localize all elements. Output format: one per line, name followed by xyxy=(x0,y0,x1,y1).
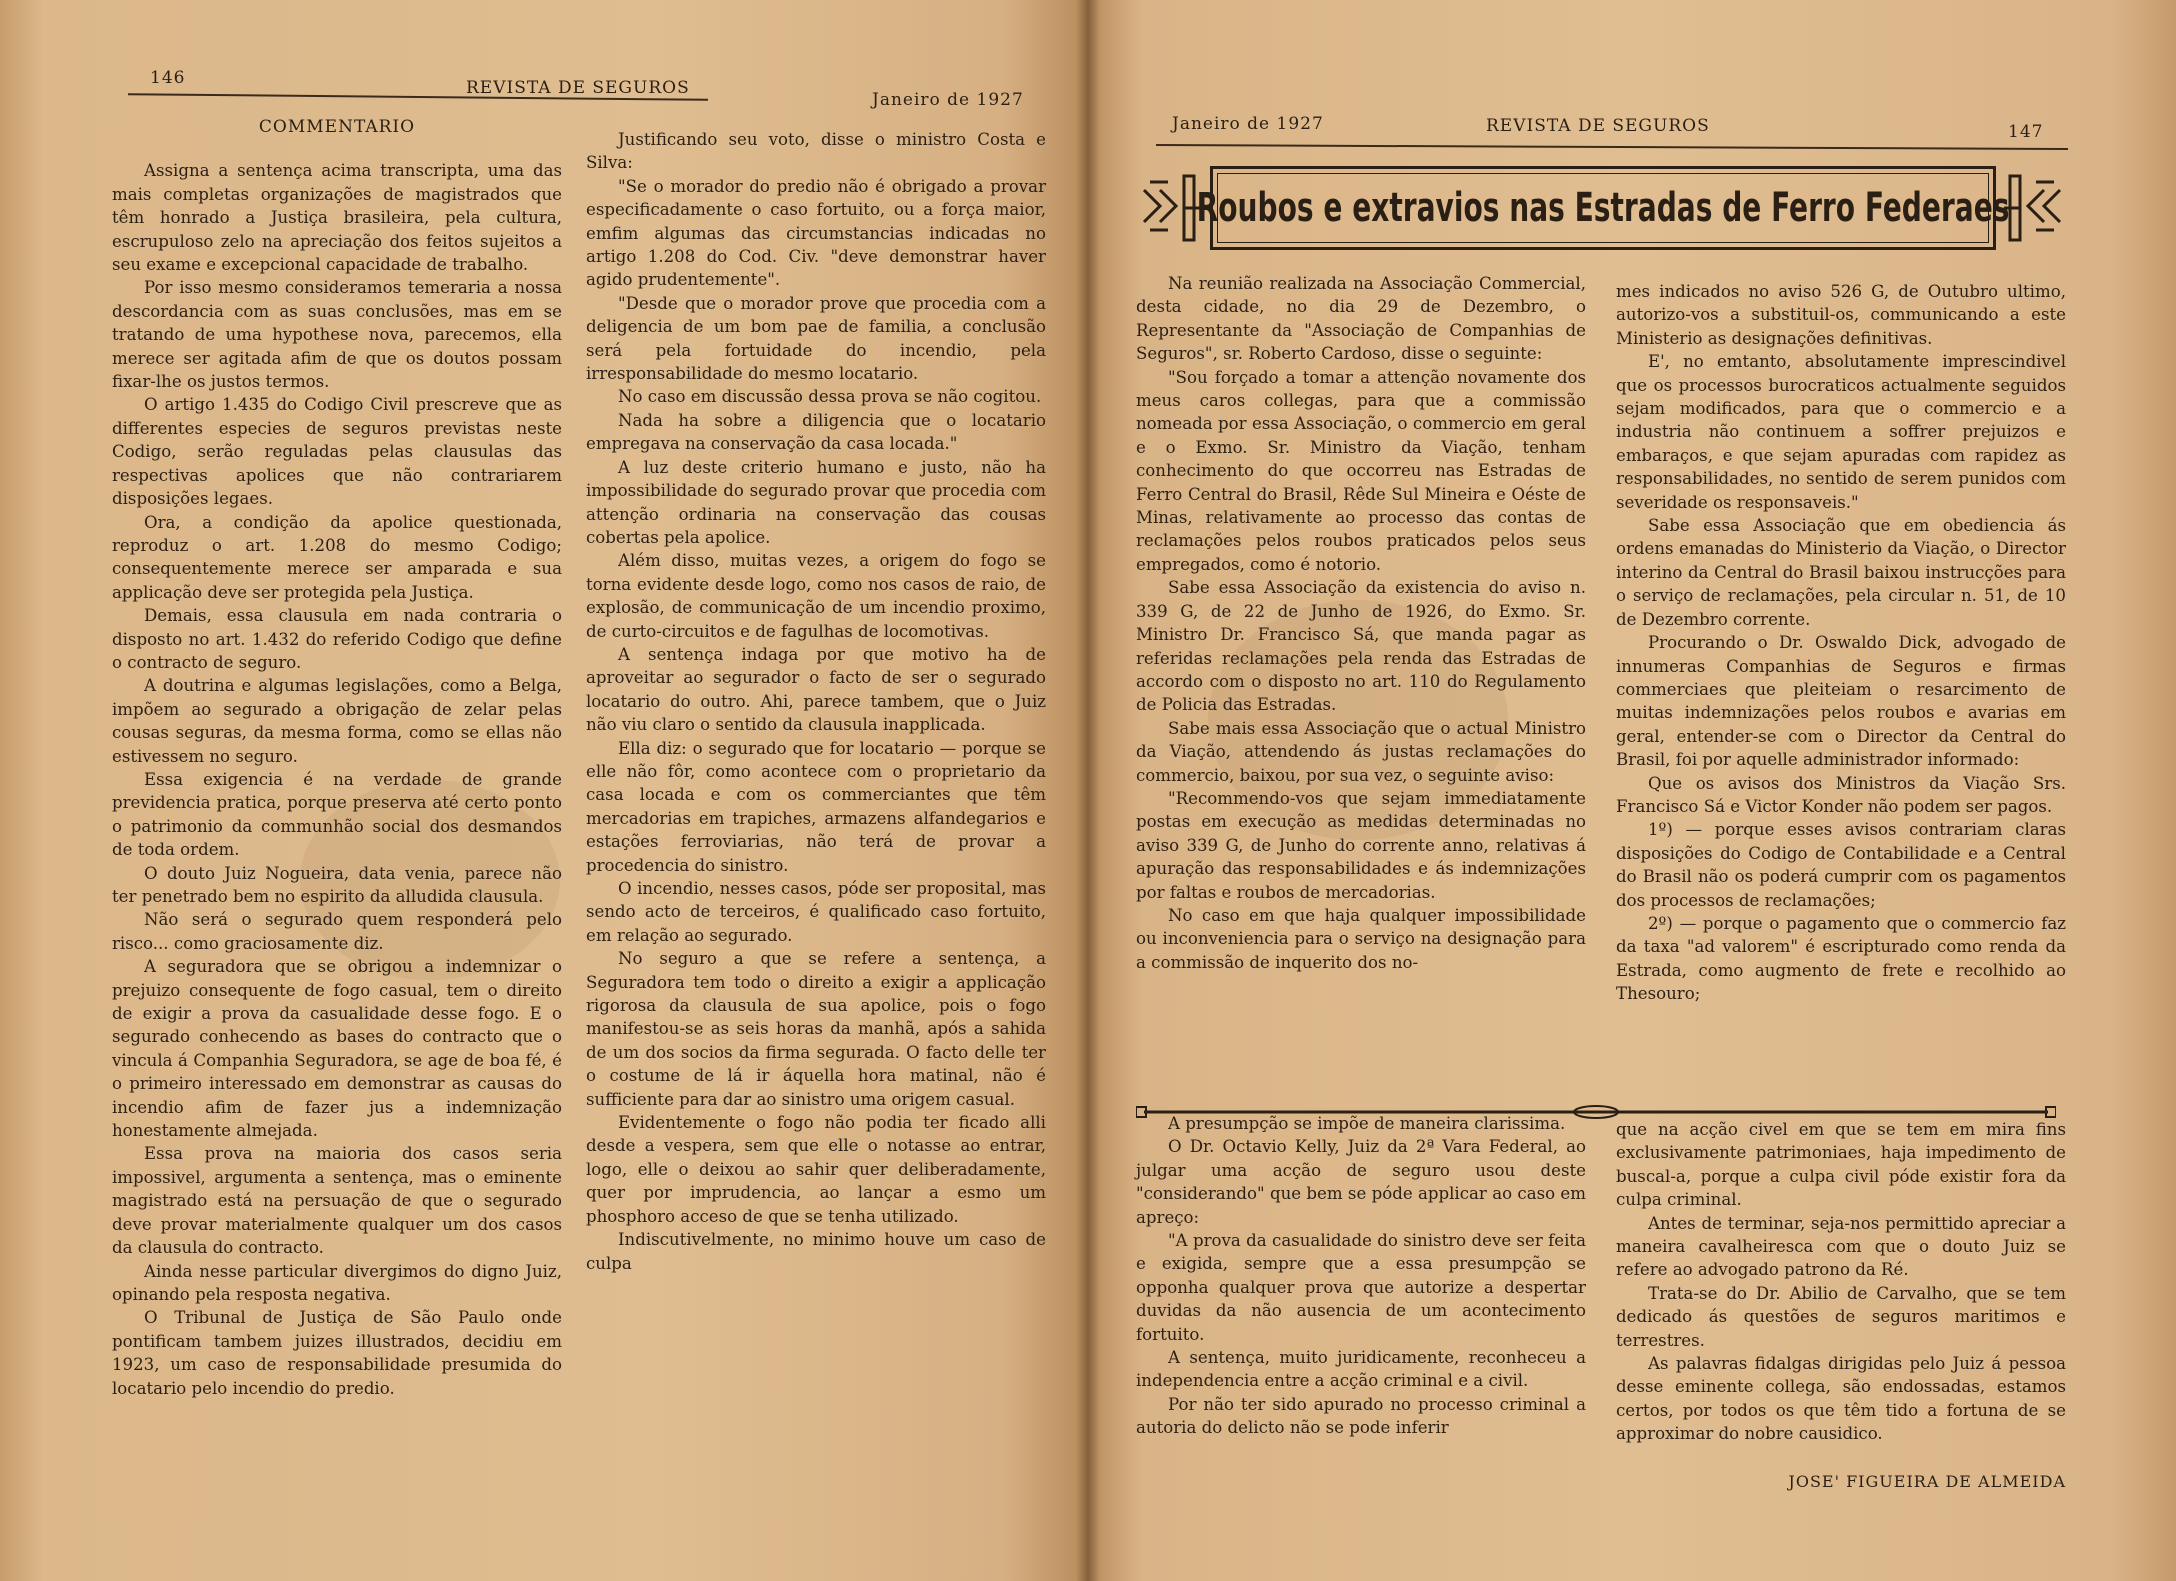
right-column-2 xyxy=(1616,280,2066,1006)
page-number: 147 xyxy=(2008,122,2044,142)
paragraph: "Recommendo-vos que sejam immediatamente postas em execução as medidas determinadas no aviso 339 G, de Junho do corrente anno, relativas á apuração das responsabilidades e ás indemnizações por faltas e roubos de mercadorias. xyxy=(1136,788,1586,902)
paragraph: A doutrina e algumas legislações, como a Belga, impõem ao segurado a obrigação de zelar pelas cousas seguras, da mesma forma, como se ellas não estivessem no seguro. xyxy=(112,676,562,766)
paragraph: Ora, a condição da apolice questionada, reproduz o art. 1.208 do mesmo Codigo; consequentemente merece ser amparada e sua applicação deve ser protegida pela Justiça. xyxy=(112,512,562,602)
paragraph: O Tribunal de Justiça de São Paulo onde pontificam tambem juizes illustrados, decidiu em 1923, um caso de responsabilidade presumida do locatario pelo incendio do predio. xyxy=(112,1308,562,1398)
paragraph: Ella diz: o segurado que for locatario — porque se elle não fôr, como acontece com o proprietario da casa locada e com os commerciantes que têm mercadorias em trapiches, armazens alfandegarios e estações ferroviarias, não terá de provar a procedencia do sinistro. xyxy=(586,738,1046,875)
paragraph: Essa prova na maioria dos casos seria impossivel, argumenta a sentença, mas o eminente magistrado está na persuação de que o segurado deve provar materialmente qualquer um dos casos da clausula do contracto. xyxy=(112,1144,562,1258)
author-signature: JOSE' FIGUEIRA DE ALMEIDA xyxy=(1788,1471,2066,1491)
paragraph: que na acção civel em que se tem em mira fins exclusivamente patrimoniaes, haja impedimento de buscal-a, porque a culpa civil póde existir fora da culpa criminal. xyxy=(1616,1120,2066,1210)
section-title: COMMENTARIO xyxy=(258,117,416,137)
paragraph: mes indicados no aviso 526 G, de Outubro ultimo, autorizo-vos a substituil-os, communicando a este Ministerio as designações definitivas. xyxy=(1616,282,2066,348)
journal-title: REVISTA DE SEGUROS xyxy=(466,78,690,98)
book-gutter xyxy=(1076,0,1100,1581)
paragraph: Não será o segurado quem responderá pelo risco... como graciosamente diz. xyxy=(112,910,562,953)
paragraph: Que os avisos dos Ministros da Viação Srs. Francisco Sá e Victor Konder não podem ser pagos. xyxy=(1616,773,2066,816)
paragraph: O artigo 1.435 do Codigo Civil prescreve que as differentes especies de seguros previstas neste Codigo, serão reguladas pelas clausulas das respectivas apolices que não contrariarem disposições legaes. xyxy=(112,395,562,509)
page-number: 146 xyxy=(150,68,186,88)
paragraph: Ainda nesse particular divergimos do digno Juiz, opinando pela resposta negativa. xyxy=(112,1261,562,1304)
left-column-2 xyxy=(586,128,1046,1275)
paragraph: A sentença indaga por que motivo ha de aproveitar ao segurador o facto de ser o segurado locatario do outro. Ahi, parece tambem, que o Juiz não viu claro o sentido da clausula inapplicada. xyxy=(586,644,1046,735)
paragraph: Além disso, muitas vezes, a origem do fogo se torna evidente desde logo, como nos casos de raio, de explosão, de communicação de um incendio proximo, de curto-circuitos e de fagulhas de locomotivas. xyxy=(586,551,1046,641)
paragraph: Indiscutivelmente, no minimo houve um caso de culpa xyxy=(586,1230,1046,1273)
paragraph: Sabe essa Associação que em obediencia ás ordens emanadas do Ministerio da Viação, o Director interino da Central do Brasil baixou instrucções para o serviço de reclamações, pela circular n. 51, de 10 de Dezembro corrente. xyxy=(1616,516,2066,629)
paragraph: 2º) — porque o pagamento que o commercio faz da taxa "ad valorem" é escripturado como renda da Estrada, como augmento de frete e recolhido ao Thesouro; xyxy=(1616,913,2066,1004)
left-column-1 xyxy=(112,116,562,1400)
paragraph: A seguradora que se obrigou a indemnizar o prejuizo consequente de fogo casual, tem o direito de exigir a prova da casualidade desse fogo. E o segurado conhecendo as bases do contracto que o vincula á Companhia Seguradora, se age de boa fé, é o primeiro interessado em demonstrar as causas do incendio afim de fazer jus a indemnização honestamente almejada. xyxy=(112,957,562,1141)
paragraph: Por isso mesmo consideramos temeraria a nossa descordancia com as suas conclusões, mas em se tratando de uma hypothese nova, parecemos, ella merece ser agitada afim de que os doutos possam fixar-lhe os justos termos. xyxy=(112,278,562,392)
issue-date: Janeiro de 1927 xyxy=(872,90,1024,110)
paragraph: E', no emtanto, absolutamente imprescindivel que os processos burocraticos actualmente seguidos sejam modificados, para que o commercio e a industria não continuem a soffrer prejuizos e embaraços, e que sejam apuradas com rapidez as responsabilidades, no sentido de serem punidos com severidade os responsaveis." xyxy=(1616,352,2066,512)
right-column-3 xyxy=(1136,1112,1586,1440)
article-title: Roubos e extravios nas Estradas de Ferro Federaes xyxy=(1196,185,2010,231)
article-title-box xyxy=(1196,166,2010,250)
paragraph: "Se o morador do predio não é obrigado a provar especificadamente o caso fortuito, ou a força maior, emfim algumas das circumstancias indicadas no artigo 1.208 do Cod. Civ. "deve demonstrar haver agido prudentemente". xyxy=(586,176,1046,290)
paragraph: Por não ter sido apurado no processo criminal a autoria do delicto não se pode inferir xyxy=(1136,1394,1586,1438)
paragraph: A luz deste criterio humano e justo, não ha impossibilidade do segurado provar que procedia com attenção ordinaria na conservação das cousas cobertas pela apolice. xyxy=(586,457,1046,547)
paragraph: O douto Juiz Nogueira, data venia, parece não ter penetrado bem no espirito da alludida clausula. xyxy=(112,863,562,906)
paragraph: Antes de terminar, seja-nos permittido apreciar a maneira cavalheiresca com que o douto Juiz se refere ao advogado patrono da Ré. xyxy=(1616,1213,2066,1280)
paragraph: 1º) — porque esses avisos contrariam claras disposições do Codigo de Contabilidade e a Central do Brasil não os poderá cumprir com os pagamentos dos processos de reclamações; xyxy=(1616,820,2066,910)
right-column-1 xyxy=(1136,272,1586,974)
paragraph: Evidentemente o fogo não podia ter ficado alli desde a vespera, sem que elle o notasse ao entrar, logo, elle o deixou ao sahir quer deliberadamente, quer por imprudencia, ao lançar a esmo um phosphoro acceso de que se tenha utilizado. xyxy=(586,1113,1046,1226)
paragraph: Assigna a sentença acima transcripta, uma das mais completas organizações de magistrados que têm honrado a Justiça brasileira, pela cultura, escrupuloso zelo na apreciação dos feitos sujeitos a seu exame e excepcional capacidade de trabalho. xyxy=(112,161,562,275)
journal-title: REVISTA DE SEGUROS xyxy=(1486,116,1710,136)
paragraph: O incendio, nesses casos, póde ser proposital, mas sendo acto de terceiros, é qualificado caso fortuito, em relação ao segurado. xyxy=(586,879,1046,945)
paragraph: "Desde que o morador prove que procedia com a deligencia de um bom pae de familia, a conclusão será pela fortuidade do incendio, pela irresponsabilidade do mesmo locatario. xyxy=(586,293,1046,384)
paragraph: Procurando o Dr. Oswaldo Dick, advogado de innumeras Companhias de Seguros e firmas commerciaes que pleiteiam o resarcimento de muitas indemnizações pelos roubos e avarias em geral, entender-se com o Director da Central do Brasil, foi por aquelle administrador informado: xyxy=(1616,633,2066,770)
paragraph: O Dr. Octavio Kelly, Juiz da 2ª Vara Federal, ao julgar uma acção de seguro usou deste "considerando" que bem se póde applicar ao caso em apreço: xyxy=(1136,1137,1586,1227)
paragraph: No seguro a que se refere a sentença, a Seguradora tem todo o direito a exigir a applicação rigorosa da clausula de sua apolice, pois o fogo manifestou-se as seis horas da manhã, após a sahida de um dos socios da firma segurada. O facto delle ter o costume de lá ir áquella hora matinal, não é sufficiente para dar ao sinistro uma origem casual. xyxy=(586,949,1046,1109)
paragraph: Na reunião realizada na Associação Commercial, desta cidade, no dia 29 de Dezembro, o Representante da "Associação de Companhias de Seguros", sr. Roberto Cardoso, disse o seguinte: xyxy=(1136,274,1586,364)
paragraph: "Sou forçado a tomar a attenção novamente dos meus caros collegas, para que a commissão nomeada por essa Associação, o commercio em geral e o Exmo. Sr. Ministro da Viação, tenham conhecimento do que occorreu nas Estradas de Ferro Central do Brasil, Rêde Sul Mineira e Oéste de Minas, relativamente ao processo das contas de reclamações pelos roubos praticados pelos seus empregados, como é notorio. xyxy=(1136,367,1586,574)
paragraph: Trata-se do Dr. Abilio de Carvalho, que se tem dedicado ás questões de seguros maritimos e terrestres. xyxy=(1616,1283,2066,1350)
paragraph: "A prova da casualidade do sinistro deve ser feita e exigida, sempre que a essa presumpção se opponha qualquer prova que autorize a despertar duvidas da não ausencia de um acontecimento fortuito. xyxy=(1136,1231,1586,1344)
paragraph: Nada ha sobre a diligencia que o locatario empregava na conservação da casa locada." xyxy=(586,410,1046,454)
paragraph: A sentença, muito juridicamente, reconheceu a independencia entre a acção criminal e a civil. xyxy=(1136,1348,1586,1391)
paragraph: Essa exigencia é na verdade de grande previdencia pratica, porque preserva até certo ponto o patrimonio da communhão social dos desmandos de toda ordem. xyxy=(112,769,562,860)
paragraph: Sabe mais essa Associação que o actual Ministro da Viação, attendendo ás justas reclamações do commercio, baixou, por sua vez, o seguinte aviso: xyxy=(1136,718,1586,785)
right-column-4 xyxy=(1616,1118,2066,1493)
paragraph: Justificando seu voto, disse o ministro Costa e Silva: xyxy=(586,130,1046,173)
paragraph: No caso em que haja qualquer impossibilidade ou inconveniencia para o serviço na designação para a commissão de inquerito dos no- xyxy=(1136,905,1586,972)
paragraph: A presumpção se impõe de maneira clarissima. xyxy=(1168,1114,1566,1133)
paragraph: As palavras fidalgas dirigidas pelo Juiz á pessoa desse eminente collega, são endossadas, estamos certos, por todos os que têm tido a fortuna de se approximar do nobre causidico. xyxy=(1616,1354,2066,1444)
issue-date: Janeiro de 1927 xyxy=(1172,114,1324,134)
paragraph: Demais, essa clausula em nada contraria o disposto no art. 1.432 do referido Codigo que define o contracto de seguro. xyxy=(112,606,562,672)
paragraph: Sabe essa Associação da existencia do aviso n. 339 G, de 22 de Junho de 1926, do Exmo. Sr. Ministro Dr. Francisco Sá, que manda pagar as referidas reclamações pela renda das Estradas de accordo com o disposto no art. 110 do Regulamento de Policia das Estradas. xyxy=(1136,578,1586,715)
paragraph: No caso em discussão dessa prova se não cogitou. xyxy=(618,387,1042,407)
